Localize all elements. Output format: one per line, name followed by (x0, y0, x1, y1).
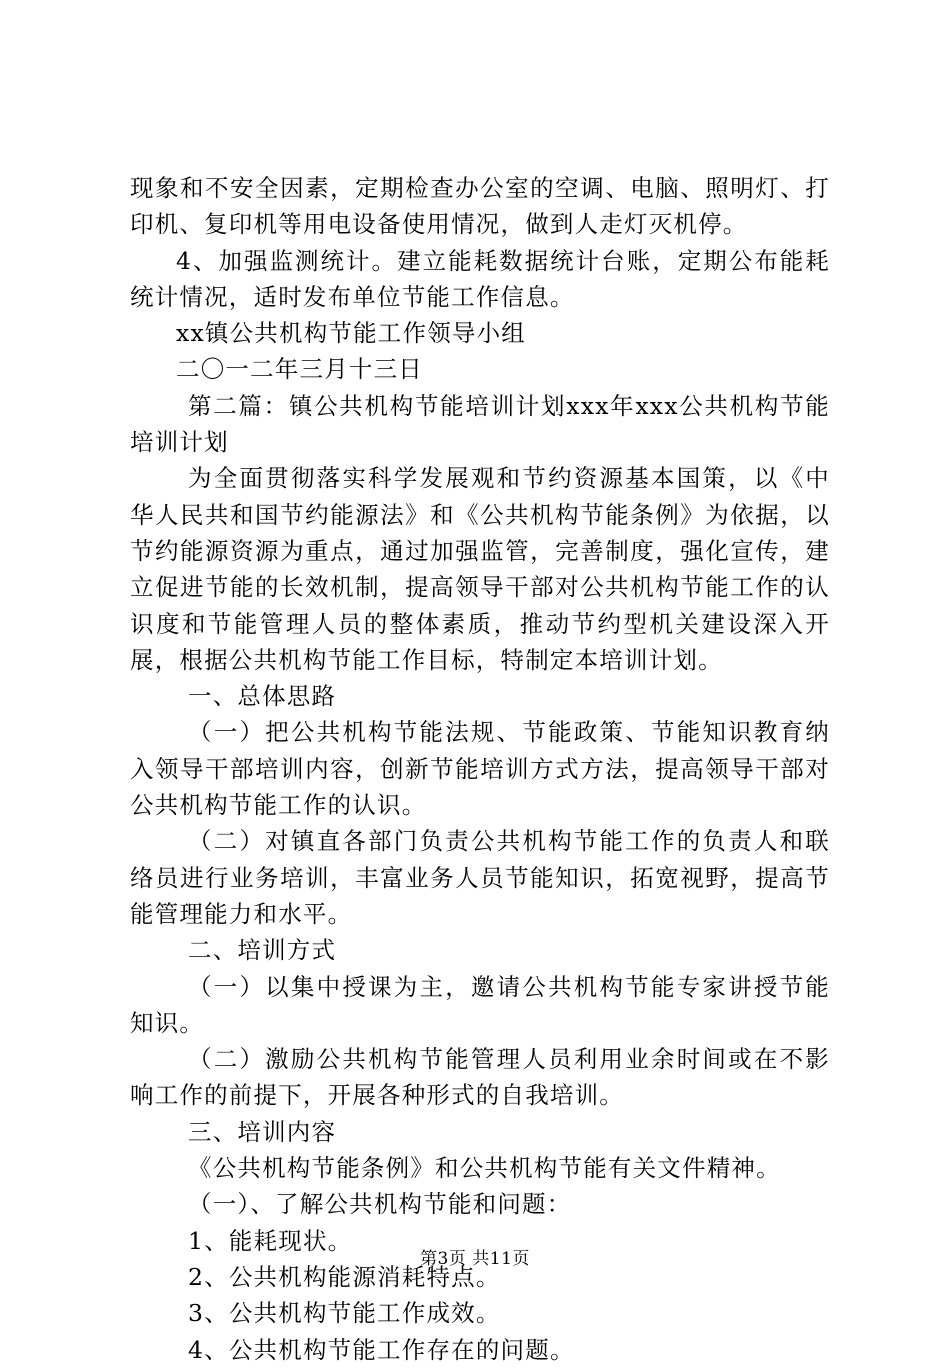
paragraph: 4、加强监测统计。建立能耗数据统计台账，定期公布能耗统计情况，适时发布单位节能工作信息。 (130, 246, 830, 311)
list-item: 1、能耗现状。 (188, 1226, 353, 1255)
paragraph: （一）以集中授课为主，邀请公共机构节能专家讲授节能知识。 (130, 972, 830, 1037)
paragraph: 《公共机构节能条例》和公共机构节能有关文件精神。 (188, 1154, 781, 1183)
paragraph: （二）对镇直各部门负责公共机构节能工作的负责人和联络员进行业务培训，丰富业务人员节能知识，拓宽视野，提高节能管理能力和水平。 (130, 827, 830, 928)
paragraph: （二）激励公共机构节能管理人员利用业余时间或在不影响工作的前提下，开展各种形式的自我培训。 (130, 1045, 830, 1110)
heading: 二、培训方式 (188, 936, 337, 965)
list-item: 2、公共机构能源消耗特点。 (188, 1262, 501, 1291)
section-title: 第二篇：镇公共机构节能培训计划xxx年xxx公共机构节能培训计划 (130, 391, 830, 457)
signature-date: 二〇一二年三月十三日 (176, 355, 423, 384)
paragraph: 为全面贯彻落实科学发展观和节约资源基本国策，以《中华人民共和国节约能源法》和《公共机构节能条例》为依据，以节约能源资源为重点，通过加强监管，完善制度，强化宣传，建立促进节能的长效机制，提高领导干部对公共机构节能工作的认识度和节能管理人员的整体素质，推动节约型机关建设深入开展，根据公共机构节能工作目标，特制定本培训计划。 (130, 464, 830, 674)
paragraph: （一）把公共机构节能法规、节能政策、节能知识教育纳入领导干部培训内容，创新节能培训方式方法，提高领导干部对公共机构节能工作的认识。 (130, 718, 830, 820)
page-footer: 第3页 共11页 (420, 1249, 530, 1269)
paragraph: 现象和不安全因素，定期检查办公室的空调、电脑、照明灯、打印机、复印机等用电设备使用情况，做到人走灯灭机停。 (130, 174, 830, 239)
document-body (130, 170, 830, 1368)
subheading: （一）、了解公共机构节能和问题： (188, 1190, 572, 1219)
heading: 三、培训内容 (188, 1117, 337, 1146)
signature-org: xx镇公共机构节能工作领导小组 (176, 319, 527, 348)
list-item: 4、公共机构节能工作存在的问题。 (188, 1335, 575, 1364)
heading: 一、总体思路 (188, 682, 337, 711)
list-item: 3、公共机构节能工作成效。 (188, 1299, 501, 1328)
